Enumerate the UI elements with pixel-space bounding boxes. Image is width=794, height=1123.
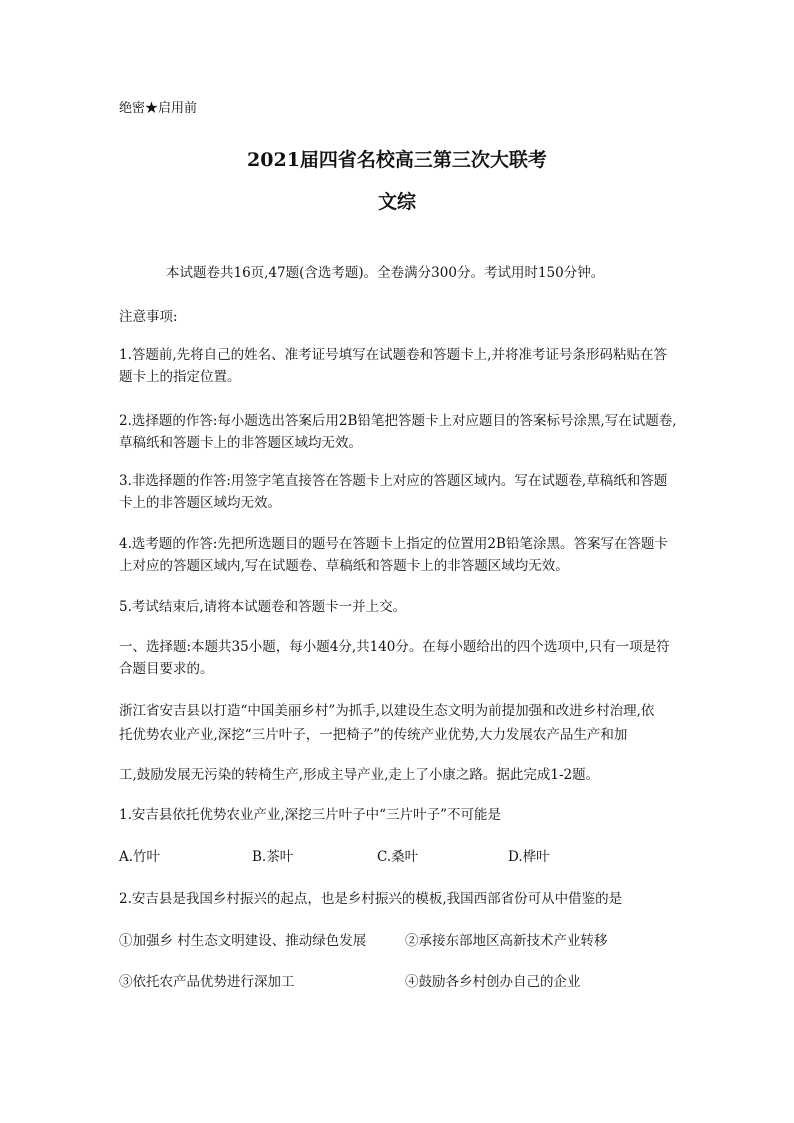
notice-item-4: 4.选考题的作答:先把所选题目的题号在答题卡上指定的位置用2B铅笔涂黑。答案写在答题卡上对应的答题区域内,写在试题卷、草稿纸和答题卡上的非答题区域均无效。 xyxy=(119,536,668,574)
passage-line-1: 浙江省安吉县以打造“中国美丽乡村”为抓手,以建设生态文明为前提加强和改进乡村治理,依 xyxy=(119,703,655,719)
notice-item-2: 2.选择题的作答:每小题选出答案后用2B铅笔把答题卡上对应题目的答案标号涂黑,写在试题卷,草稿纸和答题卡上的非答题区域均无效。 xyxy=(119,413,677,451)
notice-item-1: 1.答题前,先将自己的姓名、准考证号填写在试题卷和答题卡上,并将准考证号条形码粘贴在答题卡上的指定位置。 xyxy=(119,347,667,385)
q2-option-2: ②承接东部地区高新技术产业转移 xyxy=(405,933,608,949)
q1-option-b: B.茶叶 xyxy=(252,849,294,865)
passage-line-2: 托优势农业产业,深挖“三片叶子，一把椅子”的传统产业优势,大力发展农产品生产和加 xyxy=(119,727,628,743)
exam-subject: 文综 xyxy=(377,191,416,213)
q1-option-c: C.桑叶 xyxy=(377,849,419,865)
q2-option-3: ③依托农产品优势进行深加工 xyxy=(119,974,295,990)
notice-item-3: 3.非选择题的作答:用签字笔直接答在答题卡上对应的答题区域内。写在试题卷,草稿纸和答题卡上的非答题区域均无效。 xyxy=(119,473,668,511)
question-2-stem: 2.安吉县是我国乡村振兴的起点，也是乡村振兴的模板,我国西部省份可从中借鉴的是 xyxy=(119,891,623,907)
q2-option-4: ④鼓励各乡村创办自己的企业 xyxy=(405,974,581,990)
question-1-stem: 1.安吉县依托优势农业产业,深挖三片叶子中“三片叶子”不可能是 xyxy=(119,807,501,823)
notice-heading: 注意事项: xyxy=(119,309,178,325)
exam-title: 2021届四省名校高三第三次大联考 xyxy=(247,149,547,171)
q2-option-1: ①加强乡 村生态文明建设、推动绿色发展 xyxy=(119,933,367,949)
exam-intro: 本试题卷共16页,47题(含选考题)。全卷满分300分。考试用时150分钟。 xyxy=(166,265,605,281)
q1-option-a: A.竹叶 xyxy=(119,849,161,865)
q1-option-d: D.桦叶 xyxy=(508,849,550,865)
confidential-label: 绝密★启用前 xyxy=(119,101,198,116)
passage-line-3: 工,鼓励发展无污染的转椅生产,形成主导产业,走上了小康之路。据此完成1-2题。 xyxy=(119,767,600,783)
section-instruction: 一、选择题:本题共35小题，每小题4分,共140分。在每小题给出的四个选项中,只有一项是符合题目要求的。 xyxy=(119,639,670,677)
notice-item-5: 5.考试结束后,请将本试题卷和答题卡一并上交。 xyxy=(119,599,407,615)
